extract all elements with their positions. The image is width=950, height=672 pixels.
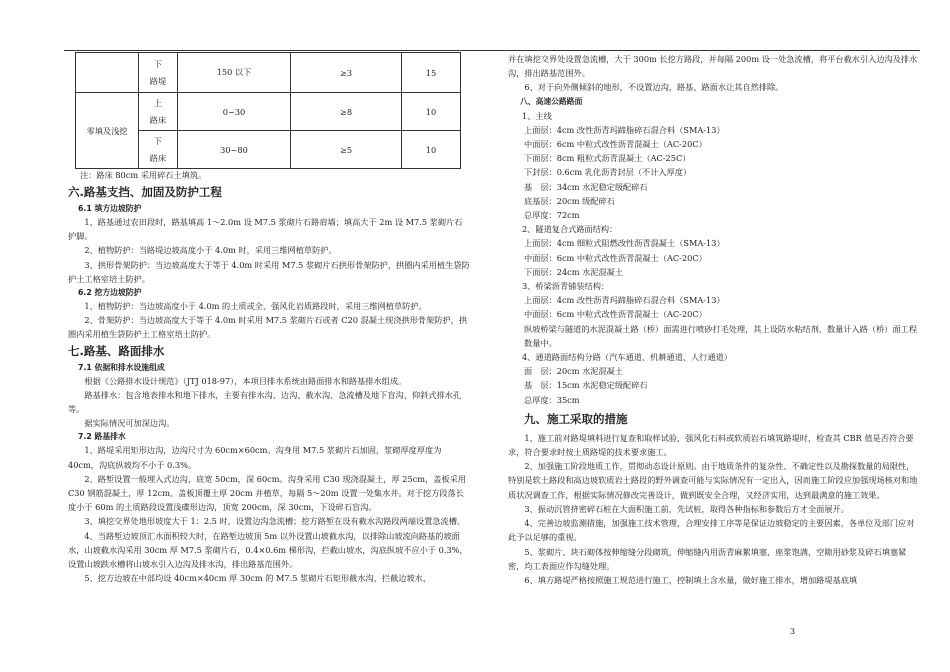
list-item: 2、隧道复合式路面结构： xyxy=(522,224,618,235)
sub-line: 下 xyxy=(153,58,163,69)
table-cell-sub xyxy=(139,131,178,169)
list-item: 3、桥梁沥青铺装结构： xyxy=(522,281,610,292)
list-item: 中面层：6cm 中粒式改性沥青混凝土（AC-20C） xyxy=(524,252,707,263)
paragraph: 6、对于向外侧倾斜的地形，不设置边沟，路基、路面水让其自然排除。 xyxy=(524,82,784,93)
paragraph: 路基排水：包含地表排水和地下排水，主要有排水沟、边沟、截水沟、急流槽及地下盲沟、仰斜式排水孔等。 xyxy=(68,389,462,415)
left-column xyxy=(68,183,470,585)
section-8-title: 八、高速公路路面 xyxy=(520,96,583,106)
table-cell-sub xyxy=(139,53,178,93)
table-cell-range: 150 以下 xyxy=(178,53,291,93)
sub-line: 路堤 xyxy=(149,75,167,86)
section-7-1-title: 7.1 依据和排水设施组成 xyxy=(78,362,165,372)
list-item: 上面层：4cm 改性沥青玛蹄脂碎石混合料（SMA-13） xyxy=(524,295,725,306)
paragraph: 3、填挖交界处地形坡度大于 1：2.5 时，设置边沟急流槽；挖方路堑在设有截水沟路段两端设置急流槽。 xyxy=(84,516,466,527)
list-item: 上面层：4cm 改性沥青玛蹄脂碎石混合料（SMA-13） xyxy=(524,124,725,135)
table-cell-range: 0~30 xyxy=(178,93,291,131)
paragraph: 据实际情况可加深边沟。 xyxy=(84,418,175,429)
paragraph: 3、拱形骨架防护：当边坡高度大于等于 4.0m 时采用 M7.5 浆砌片石拱形骨架防护，拱圈内采用植生袋防护土工格室培土防护。 xyxy=(68,259,470,284)
section-6-title: 六.路基支挡、加固及防护工程 xyxy=(68,185,222,199)
list-item: 下面层：8cm 粗粒式沥青混凝土（AC-25C） xyxy=(524,153,691,164)
page-number: 3 xyxy=(790,627,796,636)
list-item: 上面层：4cm 细粒式阻燃改性沥青混凝土（SMA-13） xyxy=(524,238,725,249)
paragraph: 2、路堑设置一般埋入式边沟，底宽 50cm，深 60cm。沟身采用 C30 现浇混凝土，厚 25cm，盖板采用 C30 钢筋混凝土，厚 12cm。盖板顶覆土厚 20cm 并植草，每隔 5～20m 设置一处集水井。对于挖方段落长度小于 60m 的土质路段设置浅碟形边沟，顶宽 200cm，深 30cm，下设碎石盲沟。 xyxy=(68,473,466,513)
paragraph: 4、当路堑边坡顶汇水面积较大时，在路堑边坡顶 5m 以外设置山坡截水沟，以排除山坡流向路基的坡面水，山坡截水沟采用 30cm 厚 M7.5 浆砌片石，0.4×0.6m 梯形沟，拦截山坡水，沟底纵坡不应小于 0.3%，设置山坡跌水槽将山坡水引入边沟及排水沟，排出路基范围外。 xyxy=(68,530,468,570)
list-item: 基 层：15cm 水泥稳定级配碎石 xyxy=(524,380,648,391)
list-item: 下封层：0.6cm 乳化沥青封层（不计入厚度） xyxy=(524,167,692,178)
table-cell-group xyxy=(76,53,139,93)
table-cell-sub xyxy=(139,93,178,131)
paragraph: 1、植物防护：当边坡高度小于 4.0m 的土质或全、强风化岩质路段时，采用三维网植草防护。 xyxy=(84,301,427,312)
table-note: 注：路床 80cm 采用碎石土填筑。 xyxy=(80,170,207,180)
section-7-2-title: 7.2 路基排水 xyxy=(78,432,126,442)
compaction-table xyxy=(75,52,461,169)
paragraph: 1、路堤采用矩形边沟，边沟尺寸为 60cm×60cm。沟身用 M7.5 浆砌片石加固，浆砌厚度厚度为 40cm，沟底纵坡均不小于 0.3%。 xyxy=(68,445,442,470)
paragraph: 5、浆砌片、块石砌体按伸缩缝分段砌筑，伸缩缝内用沥青麻絮填塞，座浆饱满，空隙用砂浆及碎石填塞紧密，均工表面应作勾缝处理。 xyxy=(508,546,907,571)
header-rule xyxy=(64,50,920,51)
paragraph: 6、填方路堤严格按照施工规范进行施工，控制填土含水量，做好施工排水，增加路堤基底填 xyxy=(524,574,858,585)
section-6-1-title: 6.1 填方边坡防护 xyxy=(78,204,142,213)
paragraph: 2、骨架防护：当边坡高度大于等于 4.0m 时采用 M7.5 浆砌片石或者 C20 混凝土现浇拱形骨架防护，拱圈内采用植生袋防护土工格室培土防护。 xyxy=(68,315,468,340)
group-label: 零填及浅挖 xyxy=(86,125,128,136)
sub-line: 下 xyxy=(153,135,163,146)
list-item: 基 层：34cm 水泥稳定级配碎石 xyxy=(524,181,648,192)
paragraph: 纵坡桥梁与隧道的水泥混凝土路（桥）面需进行喷砂打毛处理，其上设防水粘结剂，数量计入路（桥）面工程数量中。 xyxy=(524,323,918,348)
sub-line: 上 xyxy=(153,97,163,108)
section-7-title: 七.路基、路面排水 xyxy=(68,343,165,358)
list-item: 总厚度：72cm xyxy=(524,210,580,221)
paragraph: 2、植物防护：当路堤边坡高度小于 4.0m 时，采用三维网植草防护。 xyxy=(84,245,337,256)
sub-line: 路床 xyxy=(149,114,167,125)
right-column xyxy=(508,52,922,587)
table-cell-value: 10 xyxy=(402,93,461,131)
table-cell-group xyxy=(76,93,139,169)
table-cell-ratio: ≥3 xyxy=(291,53,402,93)
table-cell-value: 10 xyxy=(402,131,461,169)
paragraph: 3、振动沉管挤密碎石桩在大面积施工前，先试桩，取得各种指标和参数后方才全面展开。 xyxy=(524,503,849,514)
section-9-title: 九、施工采取的措施 xyxy=(524,411,628,426)
list-item: 中面层：6cm 中粒式改性沥青混凝土（AC-20C） xyxy=(524,309,707,320)
sub-line: 路床 xyxy=(149,152,167,163)
list-item: 底基层：20cm 级配碎石 xyxy=(524,195,615,206)
list-item: 总厚度：35cm xyxy=(524,394,580,405)
table-row xyxy=(76,53,461,93)
table-cell-ratio: ≥5 xyxy=(291,131,402,169)
table-cell-value: 15 xyxy=(402,53,461,93)
list-item: 4、通道路面结构分路（汽车通道、机耕通道、人行通道） xyxy=(522,352,732,363)
list-item: 中面层：6cm 中粒式改性沥青混凝土（AC-20C） xyxy=(524,139,707,150)
paragraph: 1、路基通过农田段时，路基填高 1～2.0m 设 M7.5 浆砌片石路肩墙；填高大于 2m 设 M7.5 浆砌片石护脚。 xyxy=(68,217,463,242)
list-item: 下面层：24cm 水泥混凝土 xyxy=(524,266,624,277)
table-cell-range: 30~80 xyxy=(178,131,291,169)
paragraph: 根据《公路排水设计规范》（JTJ 018-97），本项目排水系统由路面排水和路基排水组成。 xyxy=(84,375,407,386)
section-6-2-title: 6.2 挖方边坡防护 xyxy=(78,288,142,298)
table-cell-ratio: ≥8 xyxy=(291,93,402,131)
paragraph: 4、完善边坡监测措施，加强施工技术管理，合理安排工序等是保证边坡稳定的主要因素，各单位及部门应对此予以足够的重视。 xyxy=(508,518,915,543)
paragraph: 并在填挖交界处设置急流槽，大于 300m 长挖方路段，并每隔 200m 设一处急流槽，将平台截水引入边沟及排水沟，排出路基范围外。 xyxy=(508,54,918,79)
paragraph: 5、挖方边坡在中部均设 40cm×40cm 厚 30cm 的 M7.5 浆砌片石矩形截水沟，拦截边坡水， xyxy=(84,573,432,584)
paragraph: 1、施工前对路堤填料进行复查和取样试验，强风化石料或软质岩石填筑路堤时，检查其 CBR 值是否符合要求，符合要求时按土质路堤的技术要求施工。 xyxy=(508,432,914,458)
paragraph: 2、加强施工阶段地质工作，贯彻动态设计原则。由于地质条件的复杂性、不确定性以及勘探数量的局限性，特别是软土路段和高边坡软质岩土路段的野外调查可能与实际情况有一定出入，因而施工阶段应加强现场核对和地质状况调查工作，根据实际情况修改完善设计，做到既安全合理，又经济实用，达到最满意的施工效果。 xyxy=(508,461,918,500)
table-row xyxy=(76,93,461,131)
list-item: 面 层：20cm 水泥混凝土 xyxy=(524,366,624,377)
list-item: 1、主线 xyxy=(522,110,552,121)
